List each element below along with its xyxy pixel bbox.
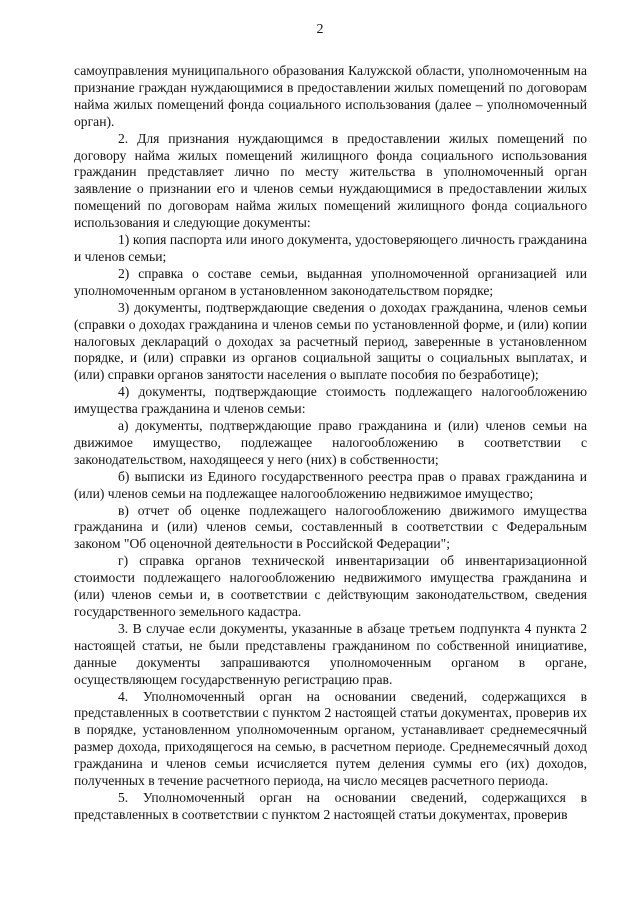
paragraph-intro: самоуправления муниципального образования Калужской области, уполномоченным на признание граждан нуждающимися в предоставлении жилых помещений по договорам найма жилых помещений фонда социального использования (далее – уполномоченный орган). (74, 63, 587, 129)
list-item-3: 3) документы, подтверждающие сведения о доходах гражданина, членов семьи (справки о доходах гражданина и членов семьи по установленной форме, и (или) копии налоговых деклараций о доходах за расчетный период, заверенные в установленном порядке, и (или) справки из органов социальной защиты о социальных выплатах, и (или) справки органов занятости населения о выплате пособия по безработице); (74, 299, 587, 383)
paragraph-2: 2. Для признания нуждающимся в предоставлении жилых помещений по договору найма жилых помещений жилищного фонда социального использования гражданин представляет лично по месту жительства в уполномоченный орган заявление о признании его и членов семьи нуждающимися в предоставлении жилых помещений по договорам найма жилых помещений жилищного фонда социального использования и следующие документы: (74, 130, 587, 231)
list-item-4: 4) документы, подтверждающие стоимость подлежащего налогообложению имущества гражданина и членов семьи: (74, 384, 587, 417)
list-item-1: 1) копия паспорта или иного документа, удостоверяющего личность гражданина и членов семьи; (74, 232, 587, 264)
sub-item-b: б) выписки из Единого государственного реестра прав о правах гражданина и (или) членов семьи на подлежащее налогообложению недвижимое имущество; (74, 468, 587, 501)
paragraph-3: 3. В случае если документы, указанные в абзаце третьем подпункта 4 пункта 2 настоящей статьи, не были представлены гражданином по собственной инициативе, данные документы запрашиваются уполномоченным органом в органе, осуществляющем государственную регистрацию прав. (74, 620, 587, 687)
sub-item-v: в) отчет об оценке подлежащего налогообложению движимого имущества гражданина и (или) членов семьи, составленный в соответствии с Федеральным законом "Об оценочной деятельности в Российской Федерации"; (74, 502, 587, 552)
list-item-2: 2) справка о составе семьи, выданная уполномоченной организацией или уполномоченным органом в установленном законодательством порядке; (74, 265, 587, 298)
paragraph-4: 4. Уполномоченный орган на основании сведений, содержащихся в представленных в соответствии с пунктом 2 настоящей статьи документах, проверив их в порядке, установленном уполномоченным органом, устанавливает среднемесячный размер дохода, приходящегося на семью, в расчетном периоде. Среднемесячный доход гражданина и членов семьи исчисляется путем деления суммы его (их) доходов, полученных в течение расчетного периода, на число месяцев расчетного периода. (74, 688, 587, 789)
sub-item-g: г) справка органов технической инвентаризации об инвентаризационной стоимости подлежащего налогообложению недвижимого имущества гражданина и (или) членов семьи и, в соответствии с действующим законодательством, сведения государственного земельного кадастра. (74, 553, 587, 619)
page-number: 2 (316, 22, 324, 37)
document-body (74, 63, 587, 824)
sub-item-a: а) документы, подтверждающие право гражданина и (или) членов семьи на движимое имущество, подлежащее налогообложению в соответствии с законодательством, находящееся у него (них) в собственности; (74, 418, 587, 467)
paragraph-5: 5. Уполномоченный орган на основании сведений, содержащихся в представленных в соответствии с пунктом 2 настоящей статьи документах, проверив (74, 789, 587, 822)
